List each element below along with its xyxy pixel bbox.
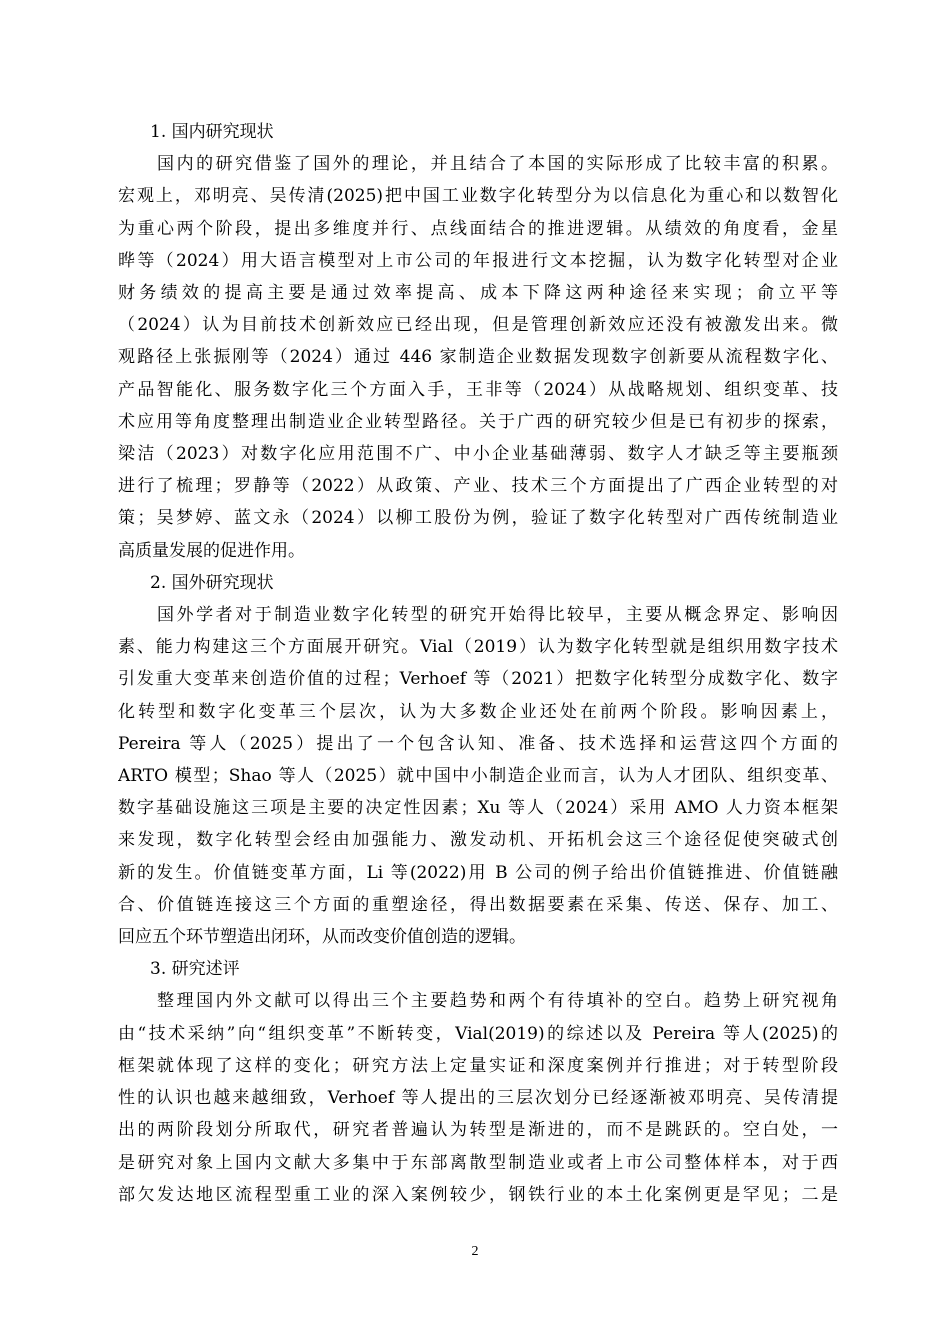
text-line: 观路径上张振刚等（2024）通过 446 家制造企业数据发现数字创新要从流程数字化、 bbox=[118, 347, 838, 368]
text-line: 化转型和数字化变革三个层次，认为大多数企业还处在前两个阶段。影响因素上， bbox=[118, 701, 838, 722]
section-heading: 1. 国内研究现状 bbox=[150, 122, 274, 142]
text-line: 出的两阶段划分所取代，研究者普遍认为转型是渐进的，而不是跳跃的。空白处，一 bbox=[118, 1120, 838, 1141]
text-line: 框架就体现了这样的变化；研究方法上定量实证和深度案例并行推进；对于转型阶段 bbox=[118, 1055, 838, 1076]
section-foreign-research bbox=[118, 567, 838, 953]
text-line: 性的认识也越来越细致，Verhoef 等人提出的三层次划分已经逐渐被邓明亮、吴传清提 bbox=[118, 1088, 838, 1109]
text-line: 为重心两个阶段，提出多维度并行、点线面结合的推进逻辑。从绩效的角度看，金星 bbox=[118, 218, 838, 239]
section-heading: 3. 研究述评 bbox=[150, 959, 240, 980]
text-line: 部欠发达地区流程型重工业的深入案例较少，钢铁行业的本土化案例更是罕见；二是 bbox=[118, 1184, 838, 1205]
text-line: 梁洁（2023）对数字化应用范围不广、中小企业基础薄弱、数字人才缺乏等主要瓶颈 bbox=[118, 444, 838, 465]
text-line: （2024）认为目前技术创新效应已经出现，但是管理创新效应还没有被激发出来。微 bbox=[118, 315, 838, 336]
section-heading: 2. 国外研究现状 bbox=[150, 572, 274, 593]
text-line: 来发现，数字化转型会经由加强能力、激发动机、开拓机会这三个途径促使突破式创 bbox=[118, 830, 838, 851]
text-line: 国外学者对于制造业数字化转型的研究开始得比较早，主要从概念界定、影响因 bbox=[118, 605, 838, 626]
text-line: 进行了梳理；罗静等（2022）从政策、产业、技术三个方面提出了广西企业转型的对 bbox=[118, 476, 838, 497]
text-line: 术应用等角度整理出制造业企业转型路径。关于广西的研究较少但是已有初步的探索， bbox=[118, 411, 838, 432]
document-body bbox=[118, 116, 838, 1211]
text-line: 是研究对象上国内文献大多集中于东部离散型制造业或者上市公司整体样本，对于西 bbox=[118, 1152, 838, 1173]
text-line: 整理国内外文献可以得出三个主要趋势和两个有待填补的空白。趋势上研究视角 bbox=[118, 991, 838, 1012]
section-paragraph bbox=[118, 599, 838, 953]
section-review bbox=[118, 953, 838, 1211]
text-line: 财务绩效的提高主要是通过效率提高、成本下降这两种途径来实现；俞立平等 bbox=[118, 283, 838, 304]
text-line: 产品智能化、服务数字化三个方面入手，王非等（2024）从战略规划、组织变革、技 bbox=[118, 379, 838, 400]
text-line: 国内的研究借鉴了国外的理论，并且结合了本国的实际形成了比较丰富的积累。 bbox=[118, 154, 838, 175]
text-line: 素、能力构建这三个方面展开研究。Vial（2019）认为数字化转型就是组织用数字技术 bbox=[118, 637, 838, 658]
text-line: 新的发生。价值链变革方面，Li 等(2022)用 B 公司的例子给出价值链推进、价值链融 bbox=[118, 862, 838, 883]
text-line: 回应五个环节塑造出闭环，从而改变价值创造的逻辑。 bbox=[118, 927, 526, 948]
text-line: 高质量发展的促进作用。 bbox=[118, 540, 305, 561]
text-line: 引发重大变革来创造价值的过程；Verhoef 等（2021）把数字化转型分成数字化、数字 bbox=[118, 669, 838, 690]
text-line: 合、价值链连接这三个方面的重塑途径，得出数据要素在采集、传送、保存、加工、 bbox=[118, 894, 838, 915]
text-line: Pereira 等人（2025）提出了一个包含认知、准备、技术选择和运营这四个方面的 bbox=[118, 733, 838, 754]
section-domestic-research bbox=[118, 116, 838, 567]
section-paragraph bbox=[118, 985, 838, 1210]
text-line: ARTO 模型；Shao 等人（2025）就中国中小制造企业而言，认为人才团队、组织变革、 bbox=[118, 766, 838, 787]
page-number: 2 bbox=[471, 1244, 479, 1259]
text-line: 数字基础设施这三项是主要的决定性因素；Xu 等人（2024）采用 AMO 人力资本框架 bbox=[118, 798, 838, 819]
text-line: 由“技术采纳”向“组织变革”不断转变，Vial(2019)的综述以及 Pereira 等人(2025)的 bbox=[118, 1023, 838, 1044]
text-line: 策；吴梦婷、蓝文永（2024）以柳工股份为例，验证了数字化转型对广西传统制造业 bbox=[118, 508, 838, 529]
text-line: 宏观上，邓明亮、吴传清(2025)把中国工业数字化转型分为以信息化为重心和以数智化 bbox=[118, 186, 838, 207]
section-paragraph bbox=[118, 148, 838, 567]
text-line: 晔等（2024）用大语言模型对上市公司的年报进行文本挖掘，认为数字化转型对企业 bbox=[118, 250, 838, 271]
